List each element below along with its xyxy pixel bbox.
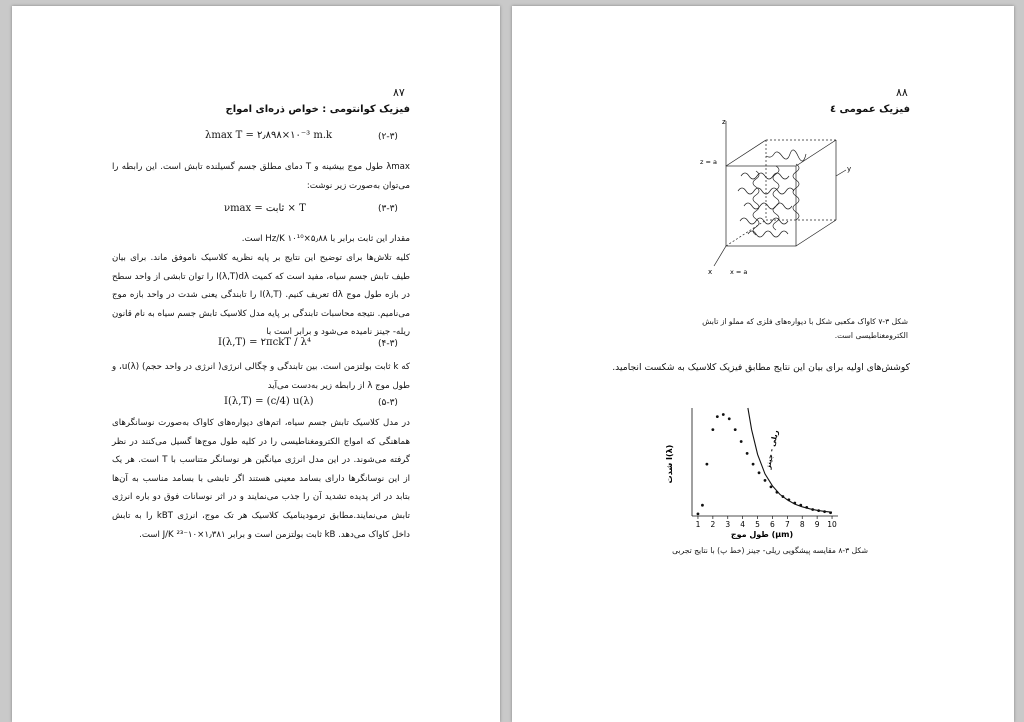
- x-eq-a-label: x = a: [730, 268, 748, 276]
- equation-3-2: λmax T = ۲٫۸۹۸×۱۰⁻³ m.k: [205, 130, 333, 141]
- x-tick-label: 5: [755, 520, 760, 529]
- x-tick-label: 8: [799, 520, 805, 529]
- equation-3-3: νmax = ثابت × T: [224, 203, 306, 214]
- x-tick-label: 2: [710, 520, 716, 529]
- x-axis-label: x: [708, 268, 713, 276]
- equation-3-4: I(λ,T) = ۲πckT / λ⁴: [218, 337, 312, 348]
- running-head: فیزیک کوانتومی : خواص ذره‌ای امواج: [225, 104, 410, 115]
- data-point: [752, 463, 755, 466]
- page-number: ۸۸: [896, 86, 908, 99]
- z-eq-a-label: z = a: [700, 158, 717, 166]
- equation-number-3-4: (۴-۳): [378, 339, 398, 349]
- paragraph-2: مقدار این ثابت برابر با ۵٫۸۸×۱۰¹⁰ Hz/K است.: [241, 234, 410, 244]
- x-tick-label: 9: [814, 520, 820, 529]
- x-tick-label: 4: [740, 520, 746, 529]
- data-point: [734, 428, 737, 431]
- paragraph-3: کلیه تلاش‌ها برای توضیح این نتایج بر پایه نظریه کلاسیک ناموفق ماند. برای بیان طیف تابش جسم سیاه، مفید است که کمیت I(λ,T)dλ را توان تابشی از واحد سطح در بازه طول موج dλ تعریف کنیم. I(λ,T) را تابندگی یعنی شدت در واحد بازه موج می‌نامیم. نتیجه محاسبات تابندگی بر پایه مدل کلاسیک تابش جسم سیاه به نام قانون ریله- جینز نامیده می‌شود و برابر است با: [112, 253, 410, 338]
- rayleigh-jeans-chart: [662, 404, 842, 544]
- data-point: [758, 471, 761, 474]
- paragraph-1: λmax طول موج بیشینه و T دمای مطلق جسم گسیلنده تابش است. این رابطه را می‌توان به‌صورت زیر نوشت:: [112, 162, 410, 191]
- equation-3-5: I(λ,T) = (c/4) u(λ): [224, 396, 314, 407]
- x-tick-label: 1: [695, 520, 701, 529]
- data-point: [705, 463, 708, 466]
- page-number: ۸۷: [393, 86, 405, 99]
- data-point: [764, 479, 767, 482]
- data-point: [728, 417, 731, 420]
- x-tick-label: 10: [827, 520, 837, 529]
- right-page: [512, 6, 1014, 722]
- figure-3-8-caption: شکل ۳-۸ مقایسه پیشگویی ریلی- جینز (خط پ) با نتایج تجربی: [672, 546, 868, 555]
- right-paragraph-1: کوشش‌های اولیه برای بیان این نتایج مطابق فیزیک کلاسیک به شکست انجامید.: [612, 362, 910, 373]
- x-tick-label: 3: [725, 520, 731, 529]
- equation-number-3-2: (۲-۳): [378, 132, 398, 142]
- chart-xlabel: طول موج (μm): [730, 530, 794, 539]
- running-head: فیزیک عمومی ٤: [829, 104, 910, 115]
- data-point: [746, 452, 749, 455]
- data-point: [697, 512, 700, 515]
- y-axis-label: y: [847, 165, 852, 173]
- chart-curve-label: ریلی - جینز: [764, 429, 781, 470]
- data-point: [701, 504, 704, 507]
- rayleigh-jeans-curve: [748, 408, 832, 512]
- figure-3-7-caption: شکل ۳-۷ کاواک مکعبی شکل با دیواره‌های فلزی که مملو از تابش الکترومغناطیسی است.: [702, 317, 908, 340]
- paragraph-4: که k ثابت بولتزمن است. بین تابندگی و چگالی انرژی( انرژی در واحد حجم) u(λ)، و طول موج λ از رابطه زیر به‌دست می‌آید: [112, 362, 410, 391]
- data-point: [722, 413, 725, 416]
- z-axis-label: z: [722, 118, 726, 126]
- x-tick-label: 6: [770, 520, 775, 529]
- cavity-figure: [696, 116, 856, 286]
- left-page: [12, 6, 500, 722]
- equation-number-3-3: (۳-۳): [378, 204, 398, 214]
- data-point: [711, 428, 714, 431]
- chart-ylabel: شدت I(λ): [665, 444, 674, 484]
- paragraph-5: در مدل کلاسیک تابش جسم سیاه، اتم‌های دیواره‌های کاواک به‌صورت نوسانگرهای هماهنگی که امواج الکترومغناطیسی را در کلیه طول موج‌ها گسیل می‌کنند در نظر گرفته می‌شوند. در این مدل انرژی میانگین هر نوسانگر متناسب با T است. هر یک از این نوسانگرها دارای بسامد معینی هستند اگر تابشی با بسامد مناسب به آن‌ها بتابد در اثر پدیده تشدید آن را جذب می‌نمایند و در اثر نوسانات فوق دو باره انرژی تابش می‌نمایند.مطابق ترمودینامیک کلاسیک هر تک موج، انرژی kBT را به تابش داخل کاواک می‌دهد. kB ثابت بولتزمن است و برابر ۱٫۳۸۱×۱۰⁻²³ J/K است.: [112, 418, 411, 540]
- data-point: [740, 440, 743, 443]
- x-tick-label: 7: [784, 520, 790, 529]
- equation-number-3-5: (۵-۳): [378, 398, 398, 408]
- data-point: [716, 415, 719, 418]
